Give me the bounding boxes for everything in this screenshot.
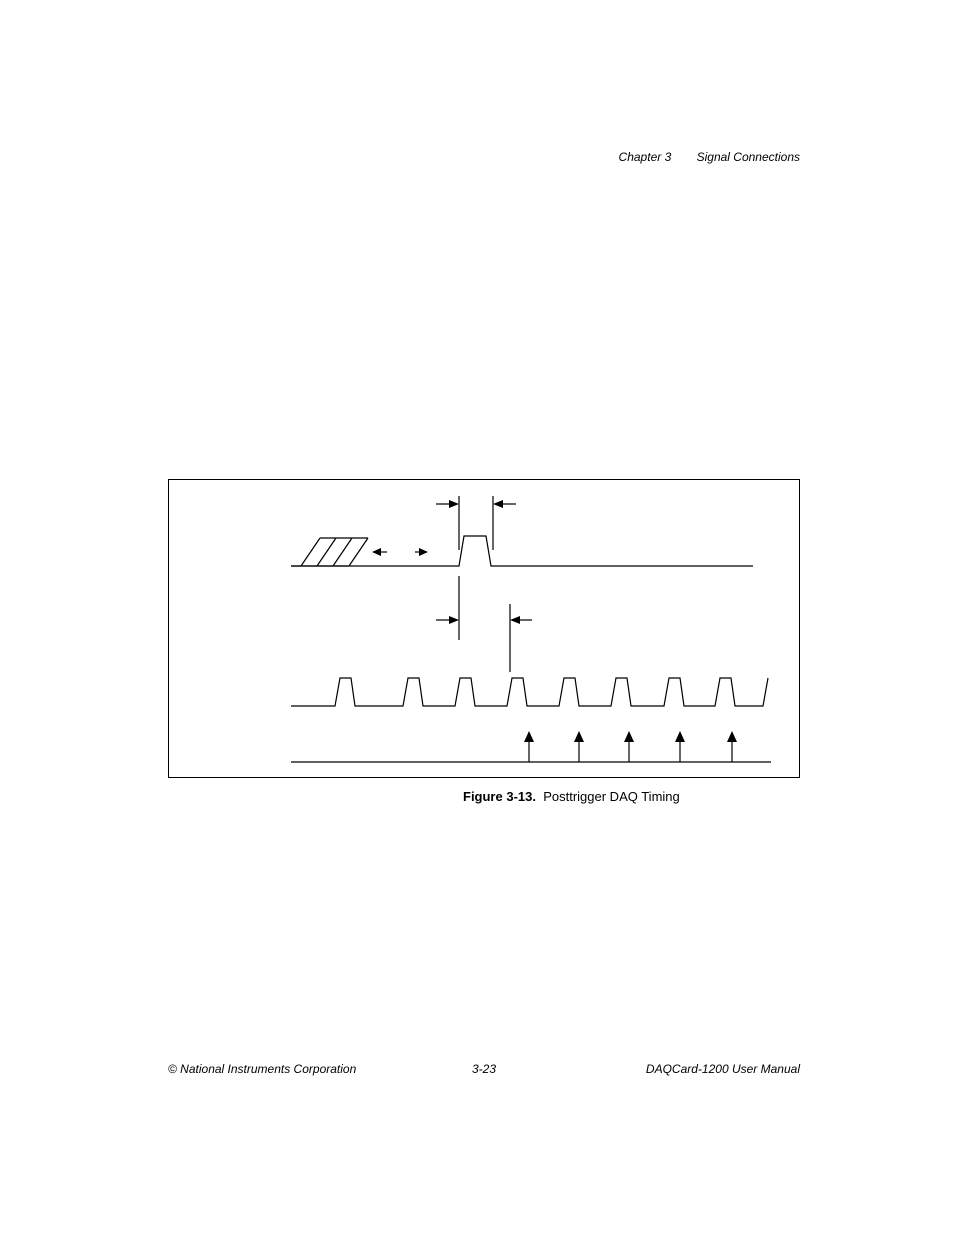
pulse-width-marker [436, 496, 516, 550]
figure-title: Posttrigger DAQ Timing [543, 789, 680, 804]
header-chapter: Chapter 3 [618, 150, 672, 164]
figure-label: Figure 3-13. [463, 789, 536, 804]
figure-caption [463, 789, 680, 804]
timing-diagram-frame [168, 479, 800, 778]
conversion-arrows [291, 731, 771, 762]
page-header [619, 150, 800, 164]
trigger-hatch [291, 538, 368, 566]
trigger-delay-marker [436, 576, 532, 672]
footer-page-number: 3-23 [472, 1062, 497, 1076]
scan-clock-signal [291, 678, 768, 706]
trigger-signal [291, 536, 753, 566]
trigger-width-arrows [372, 548, 428, 556]
footer-copyright: © National Instruments Corporation [168, 1062, 357, 1076]
header-section: Signal Connections [696, 150, 800, 164]
footer-manual-title: DAQCard-1200 User Manual [645, 1062, 800, 1076]
timing-diagram [169, 480, 799, 777]
